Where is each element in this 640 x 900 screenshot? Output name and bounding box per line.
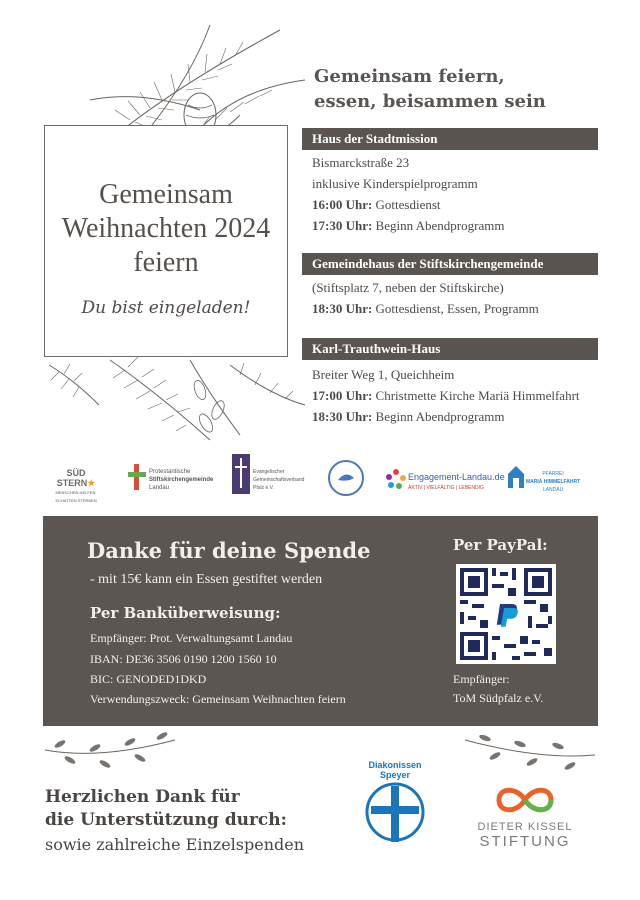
venue-line: 17:30 Uhr: Beginn Abendprogramm (312, 218, 505, 233)
paypal-heading: Per PayPal: (453, 536, 548, 554)
people-circle-icon (386, 468, 406, 490)
venue-line: 17:00 Uhr: Christmette Kirche Mariä Himmelfahrt (312, 388, 580, 403)
bank-line: Verwendungszweck: Gemeinsam Weihnachten feiern (90, 692, 346, 706)
paypal-recipient-name: ToM Südpfalz e.V. (453, 691, 544, 705)
venue-line: 18:30 Uhr: Gottesdienst, Essen, Programm (312, 301, 539, 316)
leaf-branch-decoration-bottom-left (40, 730, 180, 780)
thanks-line-2: die Unterstützung durch: (45, 810, 287, 830)
dieter-kissel-logo: DIETER KISSEL STIFTUNG (470, 785, 580, 855)
venue-line: 16:00 Uhr: Gottesdienst (312, 197, 441, 212)
donation-heading: Danke für deine Spende (87, 538, 371, 563)
diakonissen-logo: Diakonissen Speyer (356, 758, 434, 852)
pine-branch-decoration-bottom (90, 355, 310, 445)
qr-code-icon (456, 564, 556, 664)
thanks-line-1: Herzlichen Dank für (45, 787, 240, 807)
headline (314, 64, 546, 114)
bank-line: Empfänger: Prot. Verwaltungsamt Landau (90, 631, 293, 645)
headline-line-1: Gemeinsam feiern, (314, 66, 505, 87)
pfarrei-logo: PFARREI MARIÄ HIMMELFAHRT LANDAU (508, 458, 598, 502)
venue-bar-stiftskirche: Gemeindehaus der Stiftskirchengemeinde (302, 253, 598, 275)
venue-line: inklusive Kinderspielprogramm (312, 176, 478, 191)
church-icon (508, 466, 524, 488)
bank-transfer-heading: Per Banküberweisung: (90, 604, 281, 622)
title-line-3: feiern (133, 247, 199, 278)
donation-subline: - mit 15€ kann ein Essen gestiftet werden (90, 572, 323, 587)
evangelischer-verband-logo: Evangelischer Gemeinschaftsverband Pfalz e.V. (232, 458, 312, 502)
title-line-1: Gemeinsam (99, 179, 233, 210)
invitation-tagline: Du bist eingeladen! (81, 298, 251, 318)
title-line-2: Weihnachten 2024 (61, 213, 271, 244)
headline-line-2: essen, beisammen sein (314, 91, 546, 112)
donation-panel (43, 516, 598, 726)
paypal-recipient-label: Empfänger: (453, 672, 510, 686)
venue-line: Breiter Weg 1, Queichheim (312, 367, 455, 382)
paypal-qr-code[interactable] (456, 564, 556, 664)
branch-decoration-left (44, 360, 104, 410)
cross-icon (128, 464, 146, 490)
venue-line: 18:30 Uhr: Beginn Abendprogramm (312, 409, 505, 424)
thanks-line-3: sowie zahlreiche Einzelspenden (45, 835, 305, 854)
venue-line: Bismarckstraße 23 (312, 155, 410, 170)
title-box (44, 125, 288, 357)
round-dove-logo (326, 458, 366, 502)
venue-line: (Stiftsplatz 7, neben der Stiftskirche) (312, 280, 504, 295)
cross-icon (232, 454, 250, 494)
engagement-landau-logo: Engagement-Landau.de AKTIV | VIELFÄLTIG | LEBENDIG (386, 458, 498, 502)
bank-line: IBAN: DE36 3506 0190 1200 1560 10 (90, 652, 277, 666)
suedstern-logo: SÜD STERN★ MENSCHEN HELFEN, SCHATTEN STERBEN (55, 468, 97, 503)
venue-bar-stadtmission: Haus der Stadtmission (302, 128, 598, 150)
infinity-icon (495, 785, 555, 815)
leaf-branch-decoration-bottom-right (460, 730, 600, 780)
bank-line: BIC: GENODED1DKD (90, 672, 207, 686)
venue-bar-trauthwein: Karl-Trauthwein-Haus (302, 338, 598, 360)
protestant-church-logo: Protestantische Stiftskirchengemeinde Landau (128, 458, 218, 502)
